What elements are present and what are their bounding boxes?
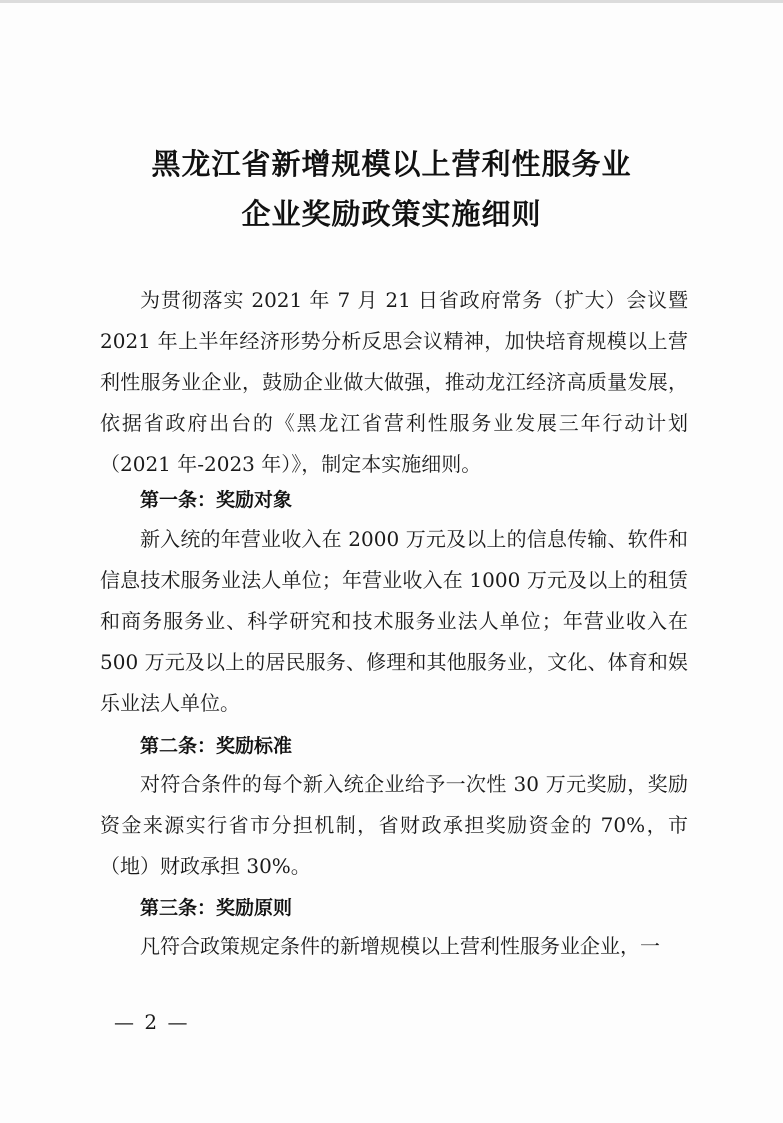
intro-paragraph: 为贯彻落实 2021 年 7 月 21 日省政府常务（扩大）会议暨 2021 年上半年经济形势分析反思会议精神，加快培育规模以上营利性服务业企业，鼓励企业做大做强，推动龙江经济高质量发展，依据省政府出台的《黑龙江省营利性服务业发展三年行动计划（2021 年-2023 年）》，制定本实施细则。 <box>100 288 688 476</box>
section-3-heading: 第三条：奖励原则 <box>140 897 293 919</box>
page-top-edge <box>0 0 783 3</box>
section-3-text: 凡符合政策规定条件的新增规模以上营利性服务业企业，一 <box>140 934 660 958</box>
section-2-text: 对符合条件的每个新入统企业给予一次性 30 万元奖励，奖励资金来源实行省市分担机制，省财政承担奖励资金的 70%，市（地）财政承担 30%。 <box>100 772 688 878</box>
section-1-heading: 第一条：奖励对象 <box>140 489 293 511</box>
document-title-line-1: 黑龙江省新增规模以上营利性服务业 <box>151 147 632 181</box>
section-2-heading: 第二条：奖励标准 <box>140 735 293 757</box>
section-1-text: 新入统的年营业收入在 2000 万元及以上的信息传输、软件和信息技术服务业法人单位；年营业收入在 1000 万元及以上的租赁和商务服务业、科学研究和技术服务业法人单位；年营业收入在 500 万元及以上的居民服务、修理和其他服务业，文化、体育和娱乐业法人单位。 <box>100 527 688 715</box>
document-title-line-2: 企业奖励政策实施细则 <box>241 197 542 231</box>
page-number: — 2 — <box>114 1010 190 1034</box>
